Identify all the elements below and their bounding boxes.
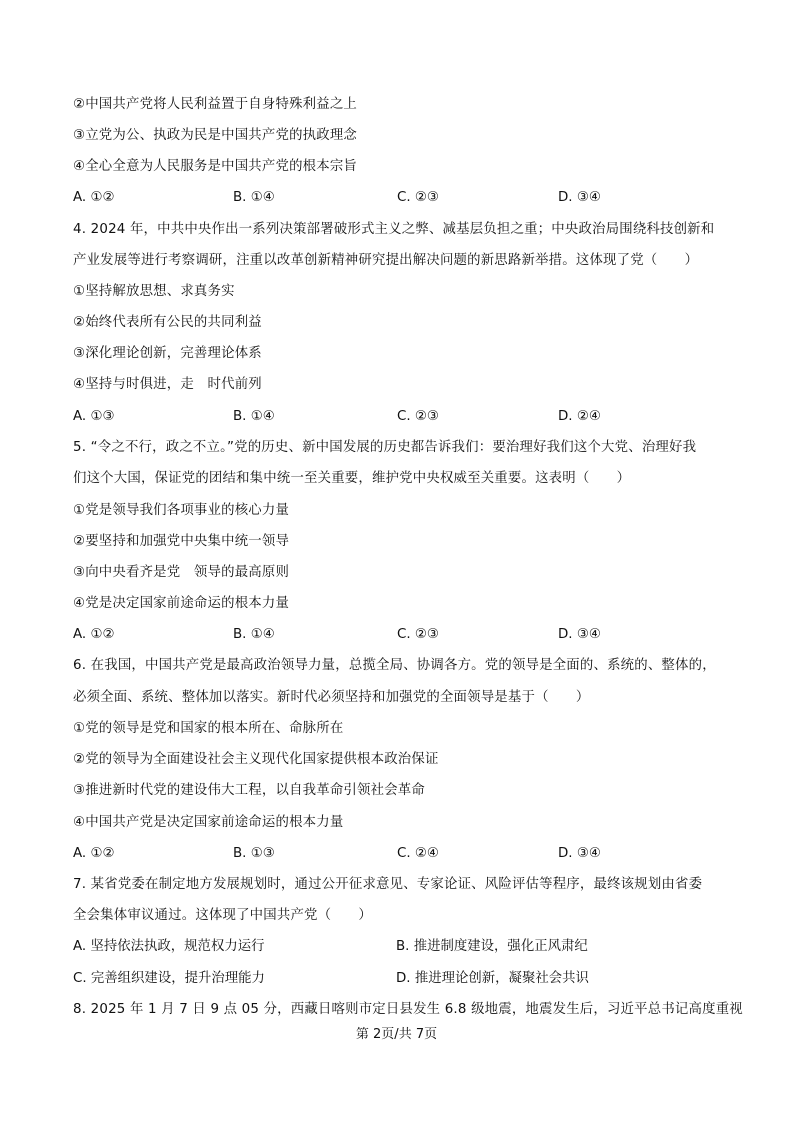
- q7-option-b[interactable]: B. 推进制度建设，强化正风肃纪: [396, 939, 588, 954]
- q5-stem-line-1: 5. “令之不行，政之不立。”党的历史、新中国发展的历史都告诉我们：要治理好我们这个大党、治理好我: [73, 440, 697, 455]
- q6-stem-line-2: 必须全面、系统、整体加以落实。新时代必须坚持和加强党的全面领导是基于（ ）: [73, 690, 590, 705]
- q3-options: [73, 189, 733, 207]
- q5-item-3: ③向中央看齐是党 领导的最高原则: [73, 565, 290, 580]
- q3-option-c[interactable]: C. ②③: [397, 190, 439, 205]
- q4-stem-line-1: 4. 2024 年，中共中央作出一系列决策部署破形式主义之弊、减基层负担之重；中央政治局围绕科技创新和: [73, 222, 715, 237]
- q7-options-row-2: [73, 970, 733, 988]
- q4-option-a[interactable]: A. ①③: [73, 409, 115, 424]
- q5-item-4: ④党是决定国家前途命运的根本力量: [73, 596, 290, 611]
- q6-option-d[interactable]: D. ③④: [558, 846, 601, 861]
- q6-option-c[interactable]: C. ②④: [397, 846, 439, 861]
- q5-item-1: ①党是领导我们各项事业的核心力量: [73, 503, 290, 518]
- q6-option-b[interactable]: B. ①③: [233, 846, 275, 861]
- q6-item-1: ①党的领导是党和国家的根本所在、命脉所在: [73, 721, 344, 736]
- q4-item-3: ③深化理论创新，完善理论体系: [73, 346, 262, 361]
- q6-item-4: ④中国共产党是决定国家前途命运的根本力量: [73, 815, 344, 830]
- q5-option-d[interactable]: D. ③④: [558, 627, 601, 642]
- q5-options: [73, 626, 733, 644]
- q7-option-a[interactable]: A. 坚持依法执政，规范权力运行: [73, 939, 265, 954]
- q7-stem-line-1: 7. 某省党委在制定地方发展规划时，通过公开征求意见、专家论证、风险评估等程序，最终该规划由省委: [73, 877, 703, 892]
- q4-item-2: ②始终代表所有公民的共同利益: [73, 315, 262, 330]
- q4-option-b[interactable]: B. ①④: [233, 409, 275, 424]
- q4-item-4: ④坚持与时俱进，走 时代前列: [73, 377, 262, 392]
- q6-item-2: ②党的领导为全面建设社会主义现代化国家提供根本政治保证: [73, 752, 439, 767]
- q7-stem-line-2: 全会集体审议通过。这体现了中国共产党（ ）: [73, 908, 372, 923]
- q5-option-c[interactable]: C. ②③: [397, 627, 439, 642]
- q7-option-c[interactable]: C. 完善组织建设，提升治理能力: [73, 971, 265, 986]
- q6-stem-line-1: 6. 在我国，中国共产党是最高政治领导力量，总揽全局、协调各方。党的领导是全面的、系统的、整体的，: [73, 658, 716, 673]
- q8-stem-line-1: 8. 2025 年 1 月 7 日 9 点 05 分，西藏日喀则市定日县发生 6.8 级地震，地震发生后，习近平总书记高度重视: [73, 1002, 743, 1017]
- q3-option-b[interactable]: B. ①④: [233, 190, 275, 205]
- q5-option-b[interactable]: B. ①④: [233, 627, 275, 642]
- q3-item-3: ③立党为公、执政为民是中国共产党的执政理念: [73, 128, 358, 143]
- q7-options-row-1: [73, 938, 733, 956]
- q5-item-2: ②要坚持和加强党中央集中统一领导: [73, 534, 290, 549]
- q4-item-1: ①坚持解放思想、求真务实: [73, 284, 235, 299]
- q6-item-3: ③推进新时代党的建设伟大工程，以自我革命引领社会革命: [73, 783, 425, 798]
- q4-option-d[interactable]: D. ②④: [558, 409, 601, 424]
- q5-stem-line-2: 们这个大国，保证党的团结和集中统一至关重要，维护党中央权威至关重要。这表明（ ）: [73, 471, 631, 486]
- q5-option-a[interactable]: A. ①②: [73, 627, 115, 642]
- q4-stem-line-2: 产业发展等进行考察调研，注重以改革创新精神研究提出解决问题的新思路新举措。这体现了党（ ）: [73, 253, 699, 268]
- q3-item-4: ④全心全意为人民服务是中国共产党的根本宗旨: [73, 159, 358, 174]
- q3-item-2: ②中国共产党将人民利益置于自身特殊利益之上: [73, 97, 358, 112]
- q6-options: [73, 845, 733, 863]
- page-number-footer: 第 2页/共 7页: [355, 1027, 438, 1042]
- q4-option-c[interactable]: C. ②③: [397, 409, 439, 424]
- q6-option-a[interactable]: A. ①②: [73, 846, 115, 861]
- q3-option-d[interactable]: D. ③④: [558, 190, 601, 205]
- q7-option-d[interactable]: D. 推进理论创新，凝聚社会共识: [396, 971, 589, 986]
- q3-option-a[interactable]: A. ①②: [73, 190, 115, 205]
- q4-options: [73, 408, 733, 426]
